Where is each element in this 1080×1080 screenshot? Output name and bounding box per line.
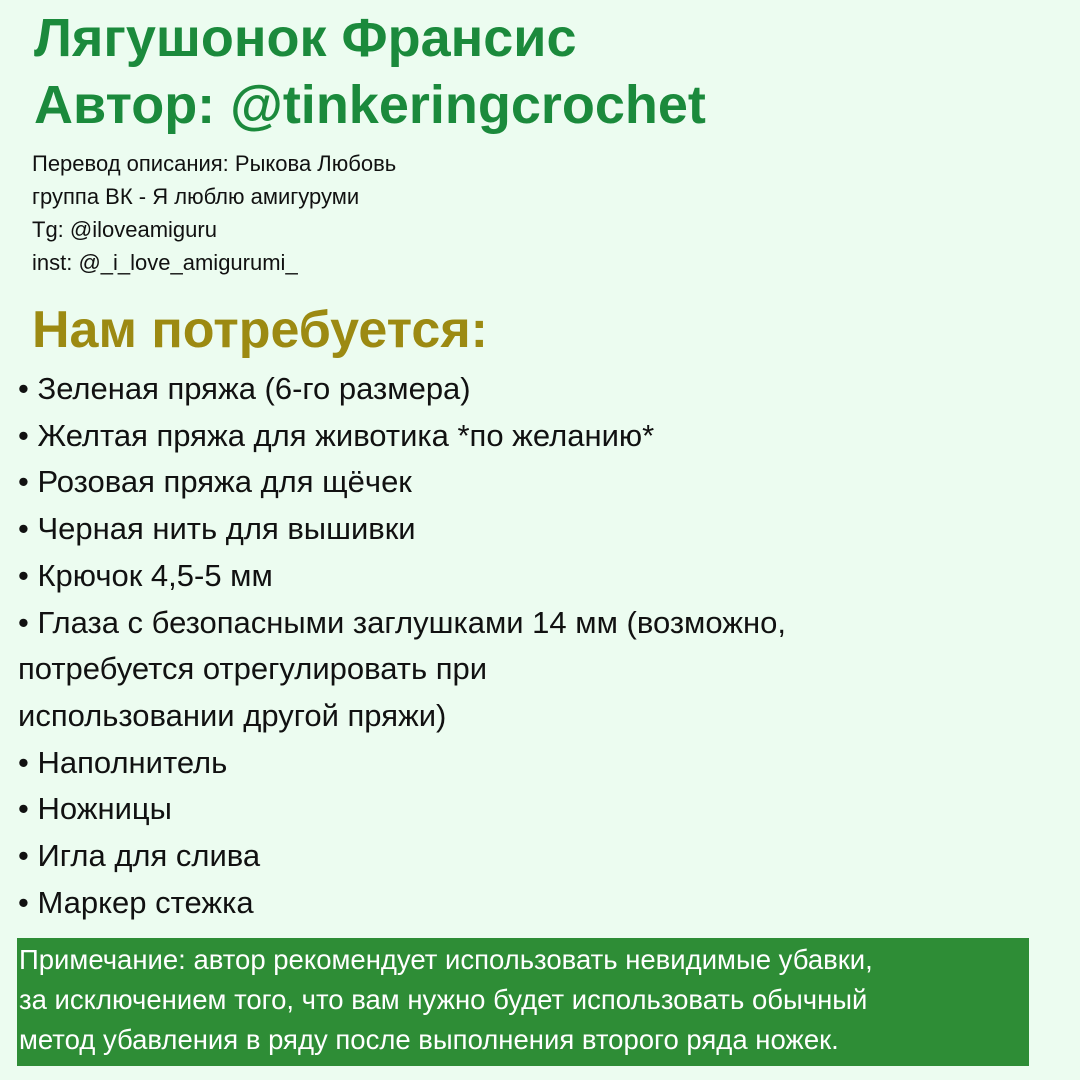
- author-line: Автор: @tinkeringcrochet: [34, 75, 706, 135]
- list-item: • Зеленая пряжа (6-го размера): [18, 371, 471, 406]
- list-item: • Розовая пряжа для щёчек: [18, 464, 412, 500]
- note-line: за исключением того, что вам нужно будет использовать обычный: [19, 984, 868, 1015]
- credit-translator: Перевод описания: Рыкова Любовь: [32, 151, 397, 176]
- list-item: • Крючок 4,5-5 мм: [18, 557, 273, 593]
- list-item-continued: использовании другой пряжи): [18, 697, 447, 733]
- materials-list: [18, 366, 786, 926]
- list-item: • Маркер стежка: [18, 884, 254, 920]
- credit-instagram: inst: @_i_love_amigurumi_: [32, 250, 298, 275]
- credits: [32, 147, 396, 279]
- credit-telegram: Tg: @iloveamiguru: [32, 217, 217, 242]
- pattern-title: Лягушонок Франсис: [34, 8, 577, 68]
- note-line: метод убавления в ряду после выполнения второго ряда ножек.: [19, 1024, 839, 1055]
- note-line: Примечание: автор рекомендует использовать невидимые убавки,: [19, 944, 873, 975]
- note-box: [17, 938, 1029, 1066]
- list-item: • Наполнитель: [18, 744, 228, 780]
- materials-heading: Нам потребуется:: [32, 301, 488, 359]
- list-item: • Ножницы: [18, 791, 172, 827]
- list-item: • Черная нить для вышивки: [18, 511, 416, 547]
- list-item: • Желтая пряжа для животика *по желанию*: [18, 417, 655, 453]
- credit-vk-group: группа ВК - Я люблю амигуруми: [32, 184, 360, 209]
- list-item: • Глаза с безопасными заглушками 14 мм (возможно,: [18, 604, 786, 640]
- list-item: • Игла для слива: [18, 838, 261, 874]
- list-item-continued: потребуется отрегулировать при: [18, 651, 488, 687]
